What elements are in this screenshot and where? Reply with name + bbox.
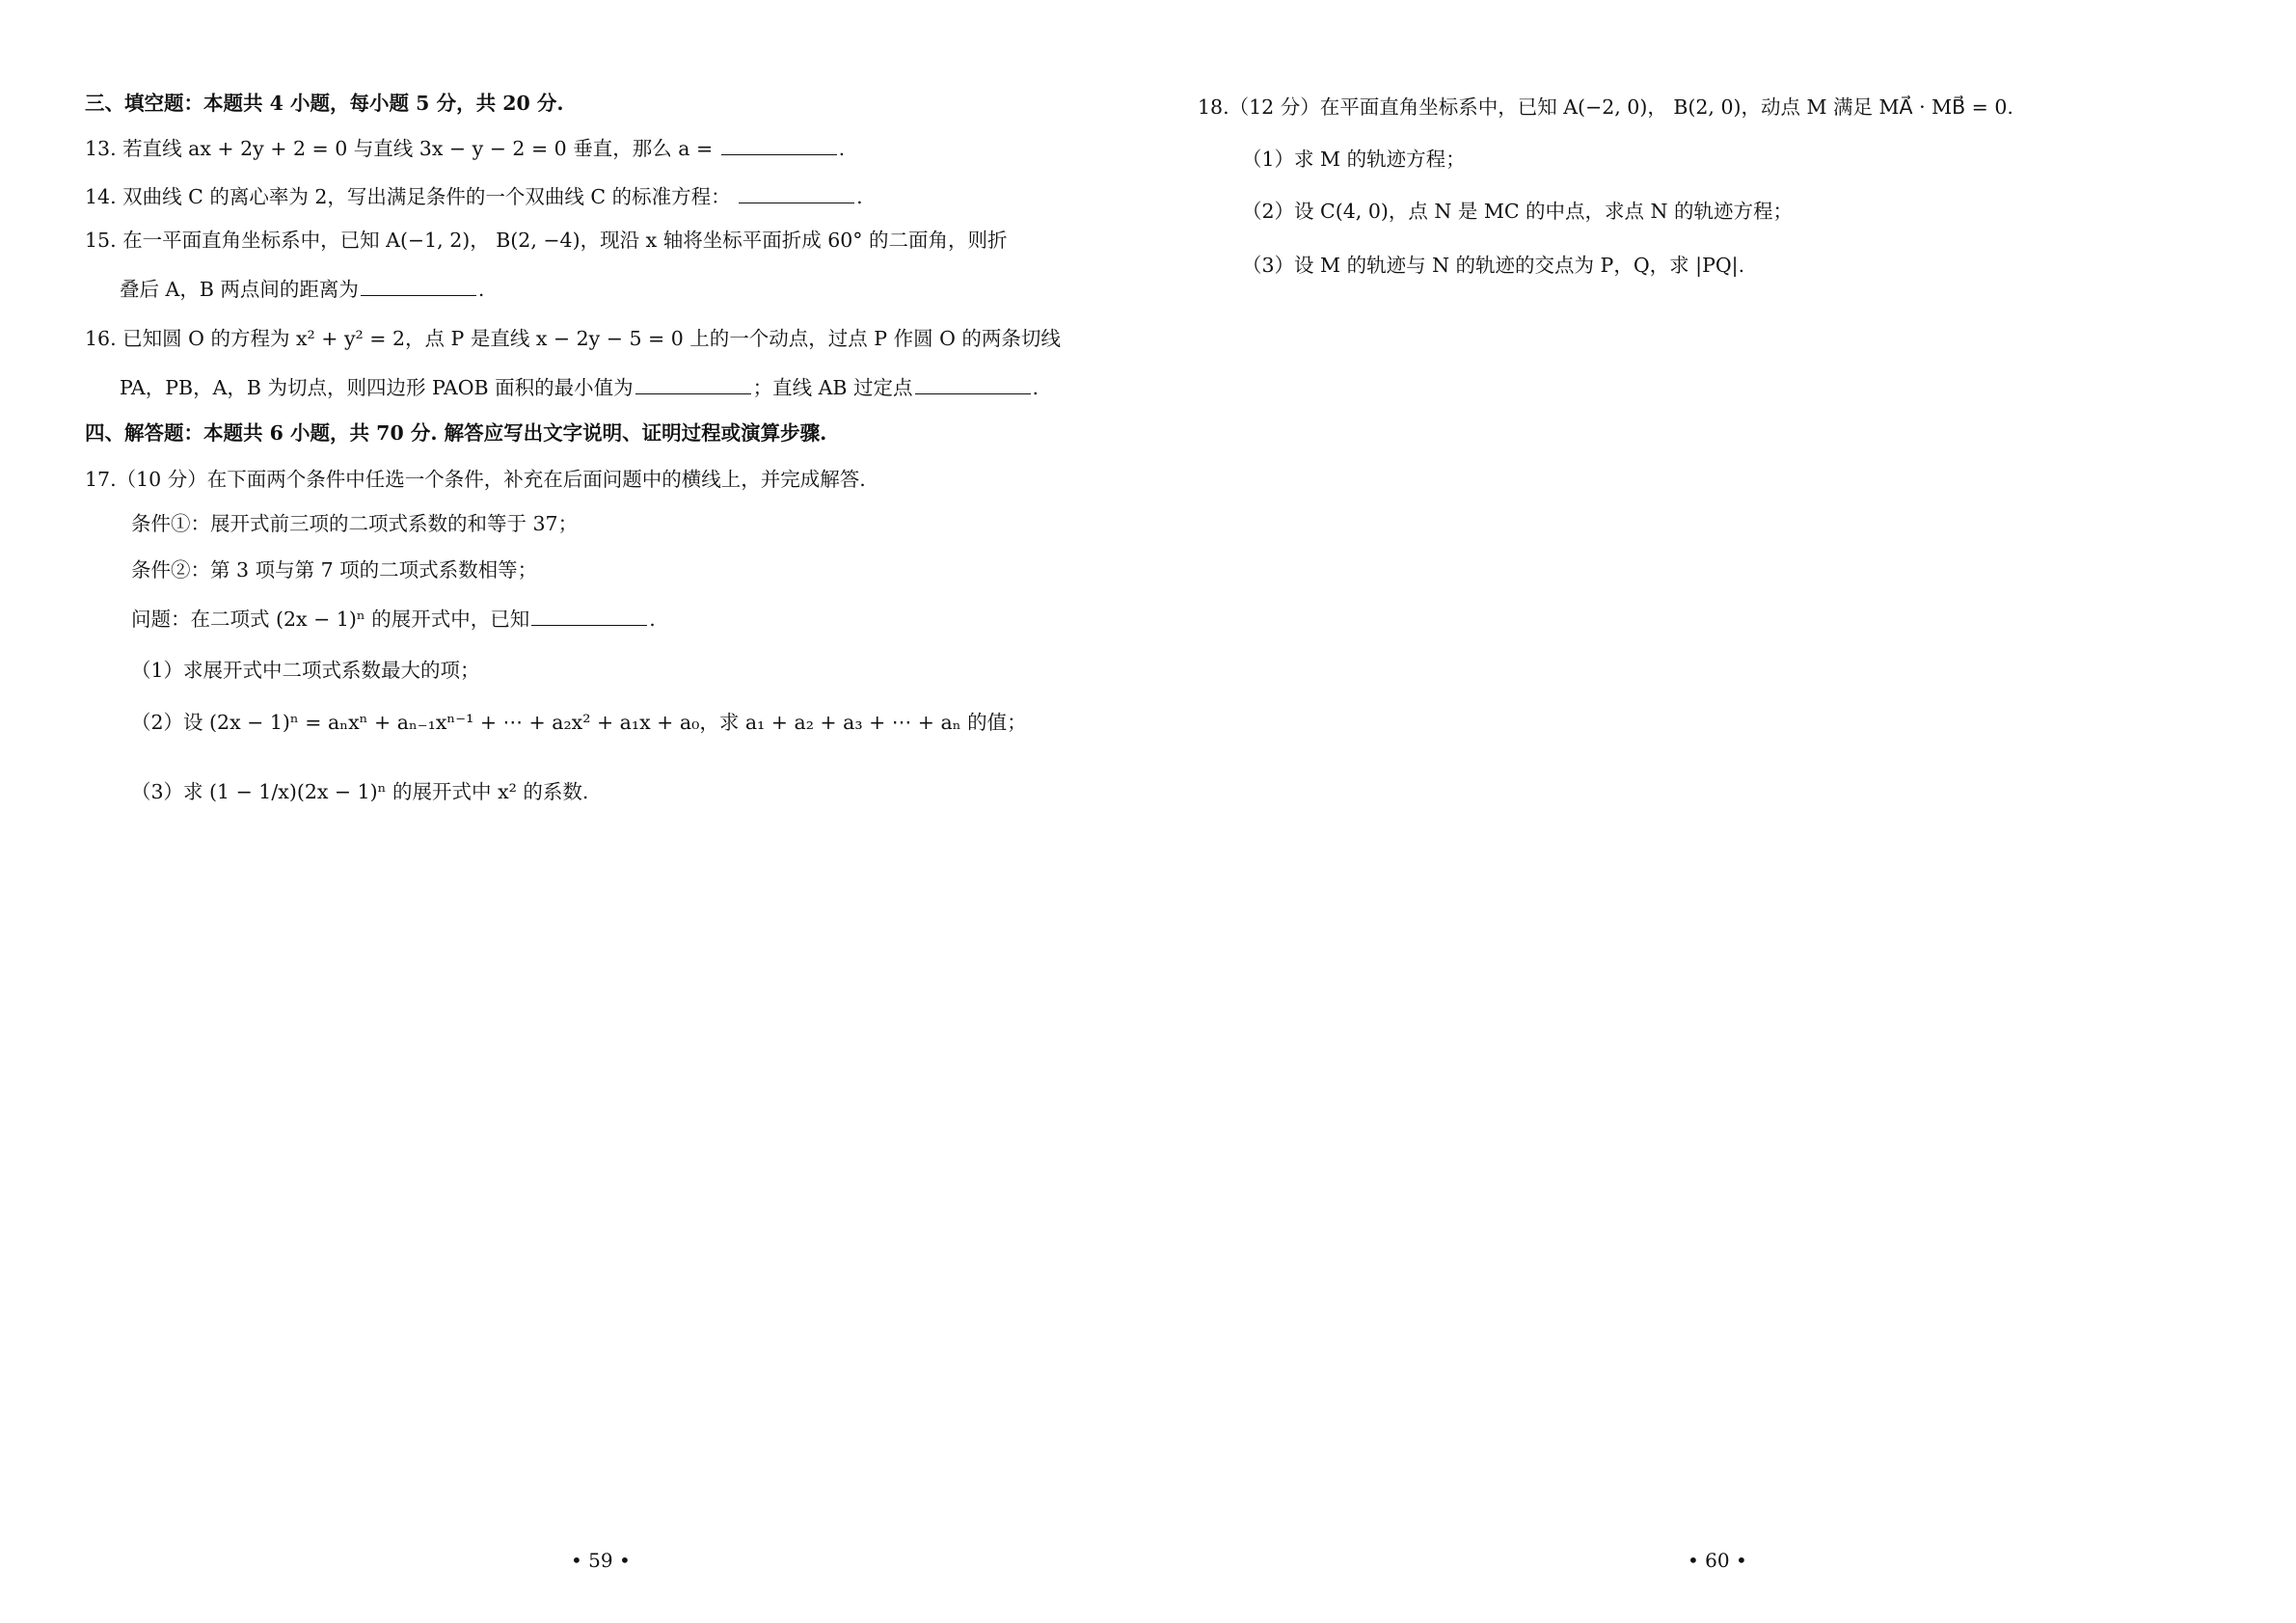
question-18-part-3: （3）设 M 的轨迹与 N 的轨迹的交点为 P，Q，求 |PQ|. [1242, 254, 1745, 277]
question-17-part-1: （1）求展开式中二项式系数最大的项； [131, 659, 480, 682]
question-15-end: . [477, 278, 485, 301]
answer-blank-16a[interactable] [635, 372, 751, 394]
question-13 [85, 133, 845, 163]
page-number-left: • 59 • [571, 1549, 631, 1572]
question-14-end: . [856, 185, 863, 208]
question-17-intro: 17.（10 分）在下面两个条件中任选一个条件，补充在后面问题中的横线上，并完成解答. [85, 468, 866, 491]
question-18-part-2: （2）设 C(4, 0)，点 N 是 MC 的中点，求点 N 的轨迹方程； [1242, 200, 1794, 223]
question-13-text: 13. 若直线 ax + 2y + 2 = 0 与直线 3x − y − 2 = 0 垂直，那么 a = [85, 137, 714, 160]
question-17-problem-text: 问题：在二项式 (2x − 1)ⁿ 的展开式中，已知 [131, 608, 530, 631]
question-16-line2-text-b: ；直线 AB 过定点 [752, 376, 913, 399]
question-16-line1: 16. 已知圆 O 的方程为 x² + y² = 2，点 P 是直线 x − 2y − 5 = 0 上的一个动点，过点 P 作圆 O 的两条切线 [85, 327, 1061, 350]
answer-blank-14[interactable] [739, 181, 854, 203]
question-14 [85, 181, 863, 211]
question-16-line2-text-a: PA，PB，A，B 为切点，则四边形 PAOB 面积的最小值为 [120, 376, 634, 399]
question-15-line1: 15. 在一平面直角坐标系中，已知 A(−1, 2)， B(2, −4)，现沿 x 轴将坐标平面折成 60° 的二面角，则折 [85, 229, 1008, 252]
question-15-line2 [120, 274, 484, 304]
question-18-intro: 18.（12 分）在平面直角坐标系中，已知 A(−2, 0)， B(2, 0)，动点 M 满足 MA⃗ · MB⃗ = 0. [1198, 95, 2013, 119]
question-17-part-3: （3）求 (1 − 1/x)(2x − 1)ⁿ 的展开式中 x² 的系数. [131, 780, 589, 803]
question-17-part-2: （2）设 (2x − 1)ⁿ = aₙxⁿ + aₙ₋₁xⁿ⁻¹ + ⋯ + a₂x² + a₁x + a₀，求 a₁ + a₂ + a₃ + ⋯ + aₙ 的值； [131, 711, 1027, 734]
question-16-line2 [120, 372, 1039, 402]
question-14-text: 14. 双曲线 C 的离心率为 2，写出满足条件的一个双曲线 C 的标准方程： [85, 185, 731, 208]
question-17-problem-end: . [649, 608, 656, 631]
question-16-end: . [1032, 376, 1040, 399]
answer-blank-16b[interactable] [915, 372, 1031, 394]
section3-heading: 三、填空题：本题共 4 小题，每小题 5 分，共 20 分. [85, 92, 564, 115]
question-17-condition-1: 条件①：展开式前三项的二项式系数的和等于 37； [131, 512, 579, 535]
question-15-line2-text: 叠后 A，B 两点间的距离为 [120, 278, 359, 301]
question-13-end: . [838, 137, 846, 160]
question-18-part-1: （1）求 M 的轨迹方程； [1242, 148, 1466, 171]
answer-blank-15[interactable] [361, 274, 476, 296]
right-page [1148, 0, 2296, 1623]
question-17-condition-2: 条件②：第 3 项与第 7 项的二项式系数相等； [131, 558, 538, 582]
section4-heading: 四、解答题：本题共 6 小题，共 70 分. 解答应写出文字说明、证明过程或演算步骤. [85, 421, 827, 445]
answer-blank-13[interactable] [721, 133, 837, 155]
question-17-problem [131, 604, 656, 634]
page-number-right: • 60 • [1688, 1549, 1747, 1572]
answer-blank-17[interactable] [531, 604, 647, 626]
